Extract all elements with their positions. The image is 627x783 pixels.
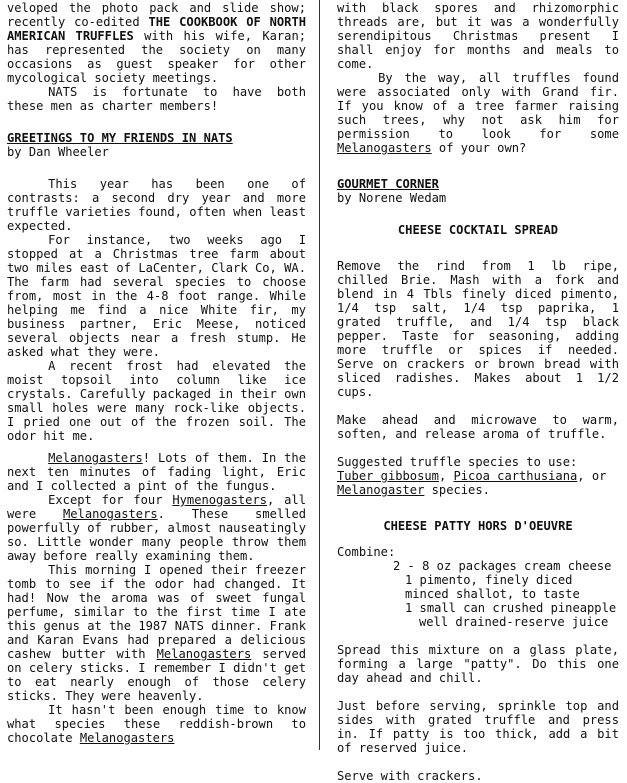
paragraph-5-text-mid: , all were xyxy=(7,493,306,521)
article-paragraph-5 xyxy=(7,493,306,563)
genus-name: Melanogasters xyxy=(337,141,432,155)
paragraph-6-text-pre: This morning I opened their freezer tomb to see if the odor had changed. It had! Now the aroma was of sweet fungal perfume, similar to the first time I ate this genus at the 1987 NATS dinner. Frank and Karan Evans had prepared a delicious cashew butter with xyxy=(7,563,306,661)
recipe-1-title: CHEESE COCKTAIL SPREAD xyxy=(397,223,559,237)
by-the-way-text-pre: By the way, all truffles found were associated only with Grand fir. If you know of a tree farmer raising such trees, why not ask him for permission to look for some xyxy=(337,71,619,141)
recipe-1-paragraph-2: Make ahead and microwave to warm, soften, and release aroma of truffle. xyxy=(337,413,619,441)
species-separator: , or xyxy=(577,469,607,483)
species-separator: , xyxy=(438,469,454,483)
ingredient-item: minced shallot, to taste xyxy=(405,587,580,601)
recipe-2-paragraph-2: Just before serving, sprinkle top and sides with grated truffle and press in. If patty is too thick, add a bit of reserved juice. xyxy=(337,699,619,755)
ingredient-item: 1 small can crushed pineapple xyxy=(405,601,617,615)
recipe-2-paragraph-1: Spread this mixture on a glass plate, forming a large "patty". Do this one day ahead and chill. xyxy=(337,643,619,685)
article-paragraph-4 xyxy=(7,451,306,493)
genus-name: Melanogasters xyxy=(156,647,252,661)
article-paragraph-7 xyxy=(7,703,306,745)
intro-text-pre: veloped the photo pack and slide show; recently co-edited xyxy=(7,1,306,29)
article-paragraph-3: A recent frost had elevated the moist topsoil into column like ice crystals. Carefully packaged in their own small holes were many rock-like objects. I pried one out of the frozen soil. The odor hit me. xyxy=(7,359,306,443)
species-name: Tuber gibbosum xyxy=(337,469,439,483)
recipe-1-paragraph-1: Remove the rind from 1 lb ripe, chilled Brie. Mash with a fork and blend in 4 Tbls finely diced pimento, 1/4 tsp salt, 1/4 tsp paprika, 1 grated truffle, and 1/4 tsp black pepper. Taste for seasoning, adding more truffle or spices if needed. Serve on crackers or brown bread with sliced radishes. Makes about 1 1/2 cups. xyxy=(337,259,619,399)
genus-name: Melanogasters xyxy=(62,507,158,521)
intro-paragraph-2: NATS is fortunate to have both these men as charter members! xyxy=(7,85,306,113)
paragraph-5-text-pre: Except for four xyxy=(48,493,173,507)
species-paragraph xyxy=(337,455,619,497)
article-paragraph-1: This year has been one of contrasts: a second dry year and more truffle varieties found, often when least expected. xyxy=(7,177,306,233)
species-text-post: species. xyxy=(424,483,490,497)
left-column xyxy=(7,1,306,745)
by-the-way-paragraph xyxy=(337,71,619,155)
paragraph-6-text-post: served on celery sticks. I remember I didn't get to eat nearly enough of those celery sticks. They were heavenly. xyxy=(7,647,307,703)
intro-paragraph-1 xyxy=(7,1,306,85)
gourmet-corner-heading: GOURMET CORNER xyxy=(337,177,439,191)
recipe-2-title: CHEESE PATTY HORS D'OEUVRE xyxy=(383,519,573,533)
genus-name: Hymenogasters xyxy=(172,493,268,507)
column-divider xyxy=(319,0,320,750)
genus-name: Melanogasters xyxy=(48,451,143,465)
article-paragraph-2: For instance, two weeks ago I stopped at a Christmas tree farm about two miles east of LaCenter, Clark Co, WA. The farm had several species to choose from, most in the 4-8 foot range. While helping me find a nice White fir, my business partner, Eric Meese, noticed several objects near a fresh stump. He asked what they were. xyxy=(7,233,306,359)
right-column xyxy=(337,1,619,783)
genus-name: Melanogasters xyxy=(79,731,175,745)
gourmet-corner-byline: by Norene Wedam xyxy=(337,191,447,205)
ingredient-item: well drained-reserve juice xyxy=(419,615,609,629)
species-name: Melanogaster xyxy=(337,483,425,497)
recipe-2-paragraph-3: Serve with crackers. xyxy=(337,769,483,783)
species-text-pre: Suggested truffle species to use: xyxy=(337,455,578,469)
paragraph-7-text-pre: It hasn't been enough time to know what species these reddish-brown to chocolate xyxy=(7,703,306,745)
paragraph-4-text: ! Lots of them. In the next ten minutes of fading light, Eric and I collected a pint of the fungus. xyxy=(7,451,306,493)
by-the-way-text-post: of your own? xyxy=(431,141,527,155)
ingredient-item: 2 - 8 oz packages cream cheese xyxy=(393,559,612,573)
species-name: Picoa carthusiana xyxy=(453,469,578,483)
continued-paragraph: with black spores and rhizomorphic threads are, but it was a wonderfully serendipitous Christmas present I shall enjoy for months and meals to come. xyxy=(337,1,619,71)
article-heading: GREETINGS TO MY FRIENDS IN NATS xyxy=(7,131,233,145)
intro-text-post: with his wife, Karan; has represented the society on many occasions as guest speaker for other mycological society meetings. xyxy=(7,29,307,85)
article-byline: by Dan Wheeler xyxy=(7,145,109,159)
combine-label: Combine: xyxy=(337,545,396,559)
article-paragraph-6 xyxy=(7,563,306,703)
ingredient-list xyxy=(337,559,619,629)
paragraph-5-text-post: . These smelled powerfully of rubber, almost nauseatingly so. Little wonder many people throw them away before really examining them. xyxy=(7,507,307,563)
cookbook-title: THE COOKBOOK OF NORTH AMERICAN TRUFFLES xyxy=(7,15,307,43)
ingredient-item: 1 pimento, finely diced xyxy=(405,573,573,587)
